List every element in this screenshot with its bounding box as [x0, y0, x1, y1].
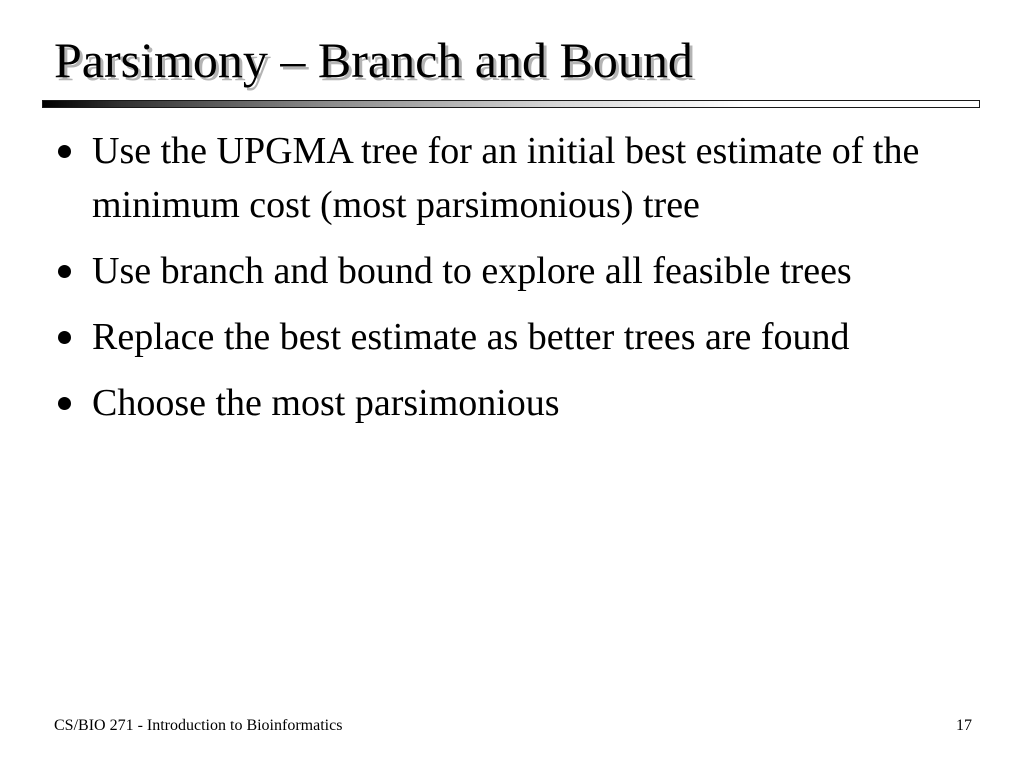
bullet-text: Use branch and bound to explore all feasible trees — [92, 250, 852, 292]
bullet-item — [56, 244, 986, 298]
bullet-item — [56, 376, 986, 430]
slide-title: Parsimony – Branch and Bound — [54, 32, 693, 88]
bullet-text: Choose the most parsimonious — [92, 382, 560, 424]
bullet-list — [56, 124, 986, 442]
bullet-text: Use the UPGMA tree for an initial best estimate of the minimum cost (most parsimonious) tree — [92, 130, 920, 226]
bullet-icon — [58, 265, 71, 278]
bullet-icon — [58, 331, 71, 344]
page-number: 17 — [956, 717, 972, 734]
footer-course: CS/BIO 271 - Introduction to Bioinformatics — [54, 717, 343, 734]
bullet-icon — [58, 145, 71, 158]
title-divider — [42, 100, 980, 108]
bullet-item — [56, 124, 986, 232]
bullet-item — [56, 310, 986, 364]
bullet-text: Replace the best estimate as better trees are found — [92, 316, 850, 358]
bullet-icon — [58, 397, 71, 410]
